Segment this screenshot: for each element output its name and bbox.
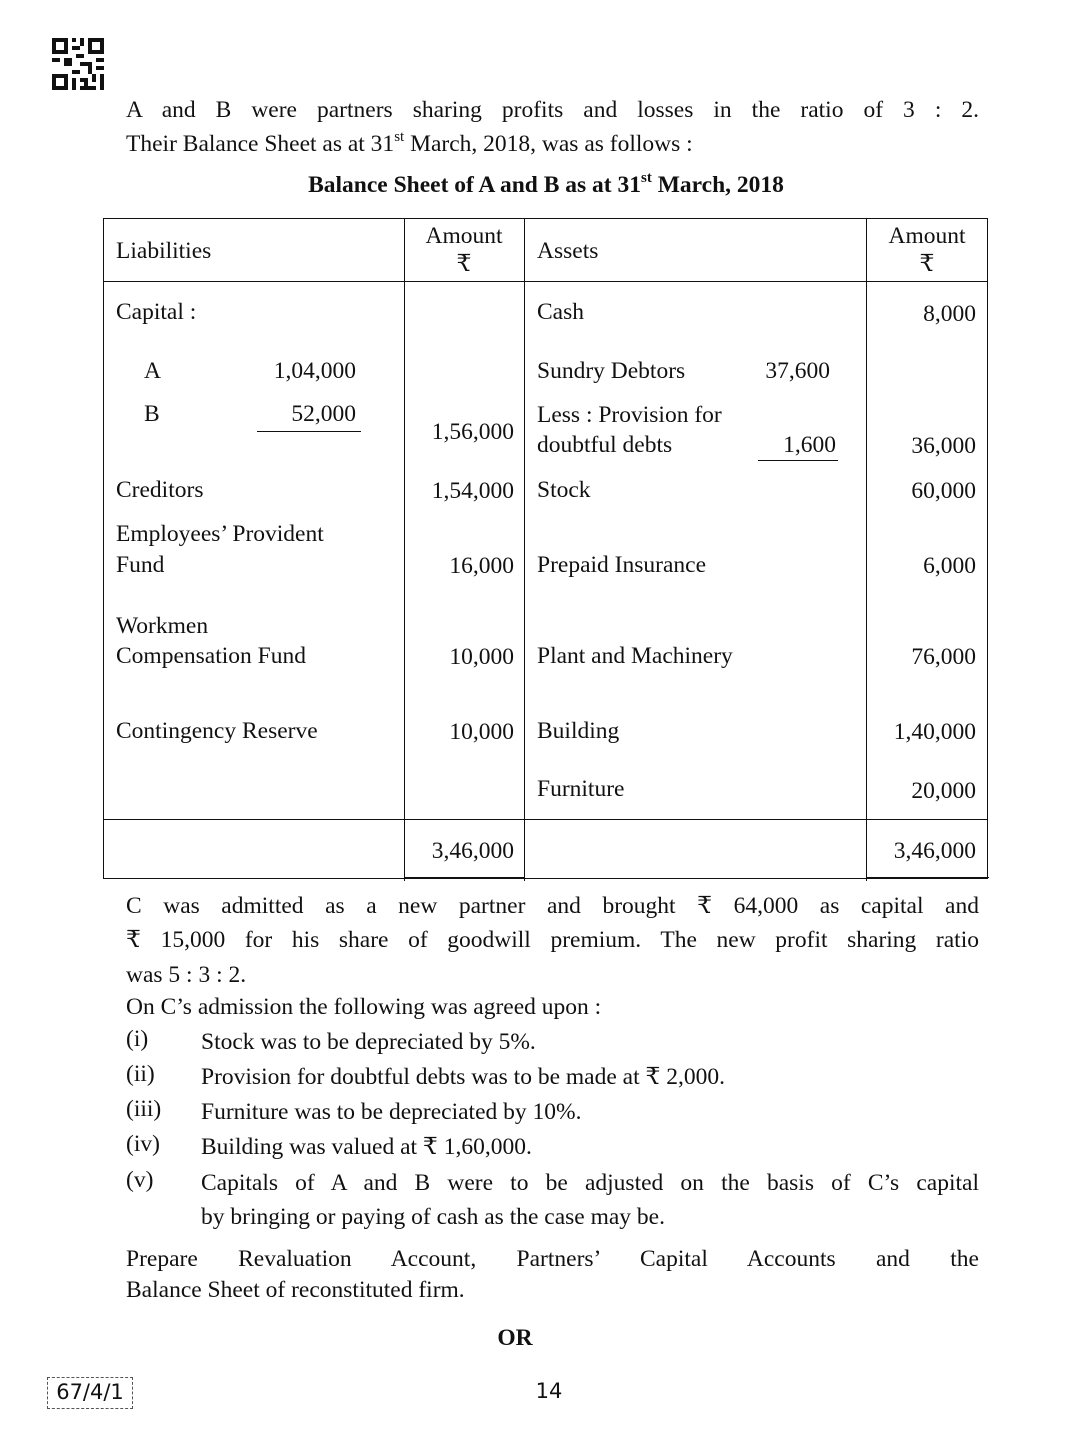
condition-number: (ii) [126, 1061, 155, 1087]
wcf-value: 10,000 [449, 644, 514, 670]
capital-b-value: 52,000 [291, 401, 356, 427]
capital-a-label: A [144, 358, 161, 384]
cash-label: Cash [537, 299, 584, 325]
creditors-value: 1,54,000 [431, 478, 514, 504]
capital-total: 1,56,000 [431, 419, 514, 445]
building-label: Building [537, 718, 620, 744]
debtors-label: Sundry Debtors [537, 358, 686, 384]
condition-text: Provision for doubtful debts was to be made at ₹ 2,000. [201, 1064, 726, 1090]
less-provision-line-2: doubtful debts [537, 432, 673, 458]
condition-text-continued: by bringing or paying of cash as the case may be. [201, 1204, 665, 1230]
task-line-1: Prepare Revaluation Account, Partners’ Capital Accounts and the [126, 1246, 979, 1272]
intro-superscript: st [394, 129, 405, 146]
header-divider [104, 281, 987, 282]
condition-text: Capitals of A and B were to be adjusted on the basis of C’s capital [201, 1170, 979, 1196]
capital-a-value: 1,04,000 [273, 358, 356, 384]
total-underline [867, 877, 989, 878]
table-title [104, 172, 988, 199]
cash-value: 8,000 [923, 301, 976, 327]
wcf-label-line-2: Compensation Fund [116, 643, 306, 669]
furniture-label: Furniture [537, 776, 625, 802]
debtors-net: 36,000 [911, 433, 976, 459]
table-title-rest: March, 2018 [651, 172, 784, 198]
debtors-gross: 37,600 [765, 358, 830, 384]
paper-code: 67/4/1 [47, 1377, 133, 1409]
wcf-label-line-1: Workmen [116, 613, 209, 639]
column-divider [524, 219, 525, 881]
insurance-label: Prepaid Insurance [537, 552, 706, 578]
admission-line-1: C was admitted as a new partner and brought ₹ 64,000 as capital and [126, 893, 979, 919]
condition-text: Stock was to be depreciated by 5%. [201, 1029, 536, 1055]
creditors-label: Creditors [116, 477, 204, 503]
column-divider [404, 219, 405, 881]
or-separator: OR [497, 1325, 533, 1351]
intro-line-2-text: Their Balance Sheet as at 31 [126, 131, 395, 157]
header-assets: Assets [537, 238, 599, 264]
insurance-value: 6,000 [923, 553, 976, 579]
condition-text: Furniture was to be depreciated by 10%. [201, 1099, 582, 1125]
condition-number: (i) [126, 1026, 149, 1052]
total-underline [405, 877, 524, 878]
rupee-icon: ₹ [456, 251, 472, 277]
capital-label: Capital : [116, 299, 197, 325]
liabilities-total: 3,46,000 [431, 838, 514, 864]
plant-value: 76,000 [911, 644, 976, 670]
stock-label: Stock [537, 477, 591, 503]
stock-value: 60,000 [911, 478, 976, 504]
building-value: 1,40,000 [893, 719, 976, 745]
reserve-label: Contingency Reserve [116, 718, 318, 744]
table-title-superscript: st [641, 170, 652, 187]
header-liabilities: Liabilities [116, 238, 212, 264]
intro-line-2 [126, 128, 979, 161]
header-amount-assets: Amount [888, 223, 966, 249]
table-title-text: Balance Sheet of A and B as at 31 [308, 172, 642, 198]
page-number: 14 [535, 1379, 563, 1403]
reserve-value: 10,000 [449, 719, 514, 745]
provision-value: 1,600 [783, 432, 836, 458]
intro-line-2-rest: March, 2018, was as follows : [404, 131, 693, 157]
rupee-icon: ₹ [919, 251, 935, 277]
epf-label-line-2: Fund [116, 552, 165, 578]
qr-code-icon [52, 38, 104, 90]
balance-sheet-table [103, 218, 988, 879]
admission-line-3: was 5 : 3 : 2. [126, 962, 247, 988]
subtotal-underline [758, 460, 838, 461]
plant-label: Plant and Machinery [537, 643, 733, 669]
admission-line-2: ₹ 15,000 for his share of goodwill premium. The new profit sharing ratio [126, 927, 979, 953]
condition-text: Building was valued at ₹ 1,60,000. [201, 1134, 532, 1160]
capital-b-label: B [144, 401, 160, 427]
total-divider [104, 819, 987, 820]
task-line-2: Balance Sheet of reconstituted firm. [126, 1277, 465, 1303]
epf-label-line-1: Employees’ Provident [116, 521, 324, 547]
condition-number: (iv) [126, 1131, 160, 1157]
condition-number: (iii) [126, 1096, 162, 1122]
epf-value: 16,000 [449, 553, 514, 579]
intro-line-1: A and B were partners sharing profits and losses in the ratio of 3 : 2. [126, 97, 979, 123]
less-provision-line-1: Less : Provision for [537, 402, 722, 428]
subtotal-underline [257, 431, 361, 432]
condition-number: (v) [126, 1167, 154, 1193]
furniture-value: 20,000 [911, 778, 976, 804]
admission-line-4: On C’s admission the following was agreed upon : [126, 994, 602, 1020]
header-amount-liabilities: Amount [425, 223, 503, 249]
assets-total: 3,46,000 [893, 838, 976, 864]
